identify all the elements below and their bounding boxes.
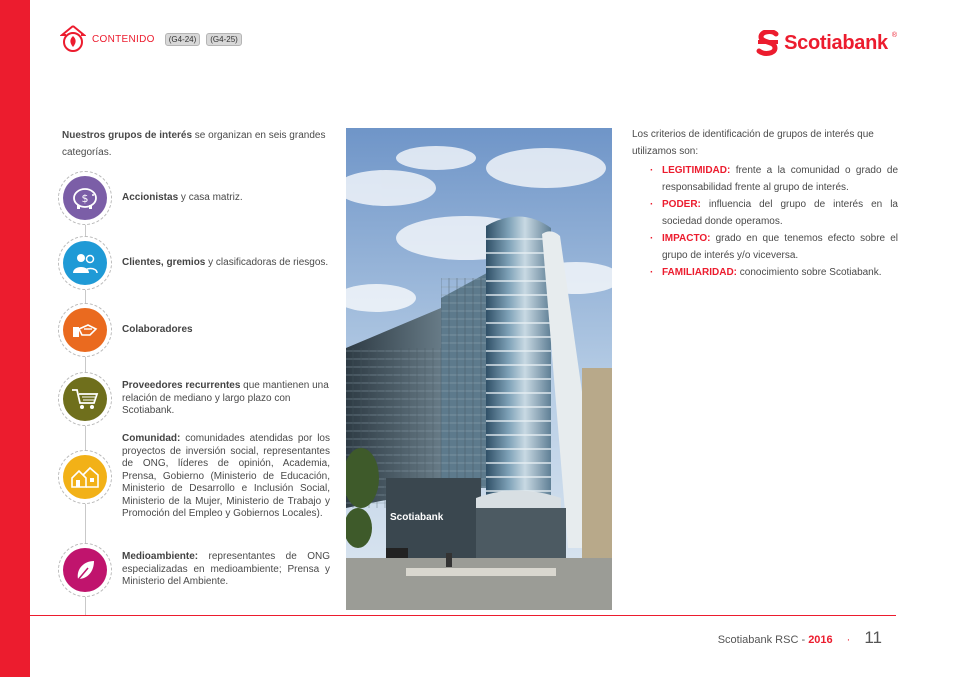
- intro-bold: Nuestros grupos de interés: [62, 130, 193, 141]
- footer-separator: ·: [846, 634, 851, 646]
- criteria-term: PODER:: [662, 199, 701, 210]
- people-icon: [63, 241, 107, 285]
- home-icon[interactable]: [60, 24, 86, 54]
- group-title: Proveedores recurrentes: [122, 380, 241, 392]
- stakeholder-employees: [58, 303, 330, 357]
- left-accent-bar: [0, 0, 30, 677]
- brand-name: Scotiabank: [784, 31, 888, 54]
- leaf-icon: [63, 548, 107, 592]
- footer-divider: [30, 615, 896, 616]
- group-title: Accionistas: [122, 191, 179, 203]
- criteria-desc: grado en que tenemos efecto sobre el grupo de interés y/o viceversa.: [662, 233, 898, 261]
- intro-paragraph: [62, 127, 332, 161]
- criteria-term: FAMILIARIDAD:: [662, 267, 737, 278]
- icon-ring: [58, 372, 112, 426]
- stakeholder-community: [58, 433, 330, 521]
- report-title: [718, 634, 833, 646]
- icon-ring: [58, 303, 112, 357]
- group-label: [122, 433, 330, 521]
- scotiabank-logo: [756, 30, 897, 56]
- criteria-intro: Los criterios de identificación de grupos de interés que utilizamos son:: [632, 129, 874, 157]
- group-desc: y casa matriz.: [178, 191, 243, 203]
- group-label: [122, 192, 243, 205]
- group-title: Medioambiente:: [122, 551, 199, 563]
- group-title: Clientes, gremios: [122, 256, 206, 268]
- group-desc: comunidades atendidas por los proyectos de inversión social, representantes de ONG, líderes de opinión, Academia, Prensa, Gobierno (Ministerio de Educación, Ministerio de Desarrollo e Inclusión Social, Ministerio de la Mujer, Ministerio de Trabajo y Promoción del Empleo y Gobiernos Locales).: [122, 433, 330, 519]
- group-title: Comunidad:: [122, 433, 181, 444]
- group-desc: y clasificadoras de riesgos.: [205, 256, 329, 268]
- criteria-section: [632, 126, 898, 281]
- group-desc: representantes de ONG especializadas en medioambiente; Prensa y Ministerio del Ambiente.: [122, 551, 330, 588]
- group-desc: que mantienen una relación de mediano y largo plazo con Scotiabank.: [122, 380, 329, 417]
- criteria-desc: frente a la comunidad o grado de responsabilidad frente al grupo de interés.: [662, 165, 898, 193]
- report-year: 2016: [808, 634, 833, 646]
- criteria-item: [662, 264, 898, 281]
- icon-ring: [58, 543, 112, 597]
- svg-text:$: $: [81, 192, 89, 205]
- criteria-term: LEGITIMIDAD:: [662, 165, 731, 176]
- intro-text: se organizan en seis grandes categorías.: [62, 130, 326, 158]
- stakeholder-clients: [58, 236, 330, 290]
- criteria-item: [662, 230, 898, 264]
- criteria-item: [662, 196, 898, 230]
- shopping-cart-icon: [63, 377, 107, 421]
- group-title: Colaboradores: [122, 323, 193, 335]
- contents-link[interactable]: CONTENIDO: [92, 33, 155, 45]
- criteria-desc: influencia del grupo de interés en la sociedad donde operamos.: [662, 199, 898, 227]
- scotiabank-s-icon: [756, 30, 780, 56]
- community-houses-icon: [63, 455, 107, 499]
- group-label: [122, 324, 193, 337]
- group-label: [122, 551, 330, 589]
- handshake-icon: [63, 308, 107, 352]
- icon-ring: [58, 450, 112, 504]
- icon-ring: [58, 236, 112, 290]
- building-photo: [346, 128, 612, 610]
- page-footer: [718, 628, 882, 648]
- header-nav: [60, 24, 242, 54]
- building-sign: Scotiabank: [390, 512, 444, 523]
- criteria-desc: conocimiento sobre Scotiabank.: [737, 267, 882, 278]
- group-label: [122, 380, 330, 418]
- stakeholder-suppliers: [58, 372, 330, 426]
- criteria-item: [662, 162, 898, 196]
- criteria-list: [632, 162, 898, 281]
- page-number: 11: [864, 628, 882, 647]
- report-name: Scotiabank RSC -: [717, 634, 806, 646]
- icon-ring: [58, 171, 112, 225]
- gri-ref-tag: (G4-24): [165, 33, 201, 46]
- registered-mark: ®: [891, 32, 897, 39]
- criteria-term: IMPACTO:: [662, 233, 711, 244]
- stakeholder-shareholders: [58, 171, 330, 225]
- gri-ref-tag: (G4-25): [206, 33, 242, 46]
- stakeholder-environment: [58, 543, 330, 597]
- piggy-bank-icon: [63, 176, 107, 220]
- group-label: [122, 257, 328, 270]
